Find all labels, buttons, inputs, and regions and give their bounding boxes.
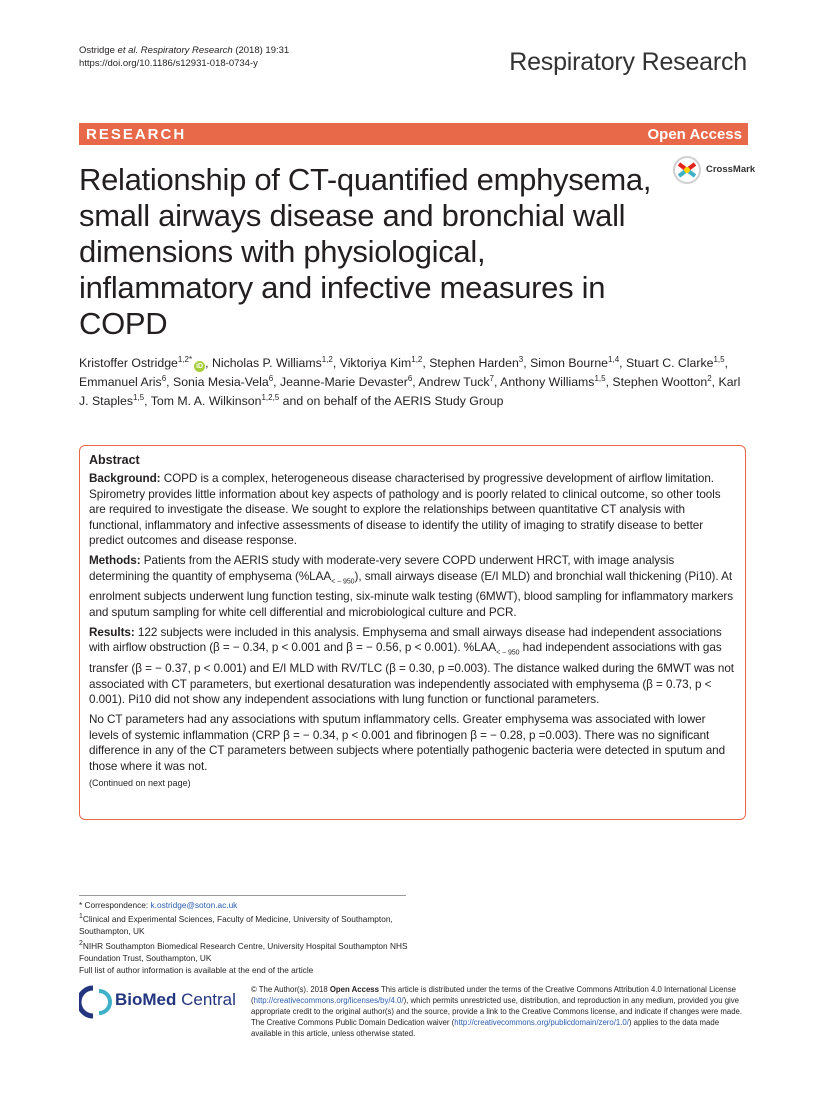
citation-volume: (2018) 19:31 [235, 45, 290, 56]
author-name[interactable]: Stephen Wootton [612, 375, 708, 389]
author-name[interactable]: Nicholas P. Williams [211, 356, 322, 370]
author-affiliation: 1,2* [177, 354, 193, 364]
citation-line [79, 44, 289, 57]
author-affiliation: 1,4 [608, 354, 620, 364]
license-text: ), which permits unrestricted use, distribution, and reproduction in any medium, provided you give appropriate credit to the original author(s) and the source, provide a link to the Creative Commons license, and indicate if changes were made. The Creative Commons Public Domain Dedication waiver ( [251, 996, 743, 1028]
publisher-name [115, 990, 236, 1010]
license-open-access: Open Access [329, 985, 379, 994]
author-name[interactable]: Anthony Williams [500, 375, 595, 389]
background-text: COPD is a complex, heterogeneous disease characterised by progressive development of airflow limitation. Spirometry provides little information about key aspects of pathology and is poorly related to clinical outcome, so other tools are required to investigate the disease. We sought to explore the relationships between quantitative CT analysis with functional, inflammatory and infective assessments of disease to identify the utility of imaging to stratify disease to better predict outcomes and disease response. [89, 472, 721, 548]
article-type-label: RESEARCH [86, 126, 187, 143]
affiliation-number: 2 [79, 939, 83, 947]
public-domain-link[interactable]: http://creativecommons.org/publicdomain/zero/1.0/ [454, 1018, 629, 1028]
abstract-results [89, 625, 736, 708]
abstract-box [79, 445, 746, 820]
open-access-label: Open Access [647, 126, 742, 143]
methods-text: Patients from the AERIS study with moderate-very severe COPD underwent HRCT, with image analysis determining the quantity of emphysema (%LAA [89, 553, 675, 583]
crossmark-icon [672, 155, 704, 185]
continued-note: (Continued on next page) [89, 778, 191, 789]
author-name[interactable]: Emmanuel Aris [79, 375, 162, 389]
affiliation-2 [79, 938, 409, 964]
results-label: Results: [89, 625, 135, 639]
article-title: Relationship of CT-quantified emphysema, small airways disease and bronchial wall dimensions with physiological, inflammatory and infective measures in COPD [79, 162, 652, 341]
license-text: ) applies to the data made available in this article, unless otherwise stated. [251, 1018, 720, 1039]
crossmark-label: CrossMark [706, 164, 756, 175]
correspondence-label: * Correspondence: [79, 900, 149, 910]
author-affiliation: 1,5 [594, 373, 606, 383]
methods-label: Methods: [89, 553, 141, 567]
author-affiliation: 1,2 [321, 354, 333, 364]
abstract-heading: Abstract [89, 453, 140, 467]
article-type-band [79, 123, 748, 145]
biomed-central-icon [79, 985, 113, 1019]
author-name[interactable]: Stephen Harden [429, 356, 519, 370]
methods-subscript: < − 950 [331, 577, 355, 585]
author-name[interactable]: Stuart C. Clarke [625, 356, 714, 370]
background-label: Background: [89, 472, 161, 485]
license-text: This article is distributed under the terms of the Creative Commons Attribution 4.0 International License ( [251, 985, 736, 1006]
journal-name: Respiratory Research [509, 48, 747, 76]
abstract-background [89, 471, 736, 549]
doi-link[interactable]: https://doi.org/10.1186/s12931-018-0734-y [79, 58, 258, 69]
author-name[interactable]: Jeanne-Marie Devaster [280, 375, 408, 389]
authors-suffix: and on behalf of the AERIS Study Group [282, 394, 504, 408]
affiliation-text: Clinical and Experimental Sciences, Faculty of Medicine, University of Southampton, Southampton, UK [79, 914, 393, 937]
citation-journal: Respiratory Research [140, 45, 233, 56]
footnotes [79, 899, 409, 976]
author-affiliation: 1,5 [133, 392, 145, 402]
methods-text-cont: ), small airways disease (E/I MLD) and bronchial wall thickening (Pi10). At enrolment subjects underwent lung function testing, six-minute walk testing (6MWT), blood sampling for inflammatory markers and sputum sampling for white cell differential and microbiological culture and PCR. [89, 569, 734, 620]
abstract-results-cont: No CT parameters had any associations with sputum inflammatory cells. Greater emphysema was associated with lower levels of systemic inflammation (CRP β = − 0.34, p < 0.001 and fibrinogen β = − 0.28, p =0.003). There was no significant difference in any of the CT parameters between subjects where potentially pathogenic bacteria were detected in sputum and those where it was not. [89, 712, 726, 773]
correspondence [79, 899, 409, 911]
author-name[interactable]: Tom M. A. Wilkinson [150, 394, 262, 408]
author-affiliation: 6 [407, 373, 413, 383]
author-affiliation: 1,2,5 [261, 392, 280, 402]
license-statement [251, 984, 751, 1039]
publisher-name-bold: BioMed [115, 990, 177, 1009]
publisher-name-normal: Central [176, 990, 236, 1009]
author-name[interactable]: Simon Bourne [530, 356, 609, 370]
author-name[interactable]: Andrew Tuck [418, 375, 490, 389]
footnote-divider [79, 895, 406, 896]
license-link[interactable]: http://creativecommons.org/licenses/by/4.0/ [253, 996, 404, 1006]
author-affiliation: 1,2 [411, 354, 423, 364]
author-affiliation: 6 [161, 373, 167, 383]
results-text-cont: had independent associations with gas transfer (β = − 0.37, p < 0.001) and E/I MLD with RV/TLC (β = 0.30, p =0.003). The distance walked during the 6MWT was not associated with CT parameters, but exertional desaturation was independently associated with emphysema (β = 0.73, p < 0.001). Pi10 did not show any independent associations with lung function or functional parameters. [89, 641, 734, 707]
citation-etal: et al. [117, 45, 139, 56]
author-name[interactable]: Karl J. Staples [79, 375, 741, 408]
author-affiliation: 6 [268, 373, 274, 383]
crossmark-badge[interactable] [672, 155, 756, 185]
author-affiliation: 2 [707, 373, 712, 383]
results-subscript: < − 950 [496, 649, 520, 657]
orcid-icon[interactable]: iD [196, 363, 204, 370]
affiliation-1 [79, 911, 409, 937]
author-affiliation: 1,5 [713, 354, 725, 364]
author-affiliation: 3 [518, 354, 524, 364]
author-name[interactable]: Viktoriya Kim [339, 356, 412, 370]
correspondence-email[interactable]: k.ostridge@soton.ac.uk [150, 900, 238, 910]
abstract-methods [89, 553, 736, 621]
full-author-info: Full list of author information is available at the end of the article [79, 965, 314, 976]
author-name[interactable]: Sonia Mesia-Vela [173, 375, 269, 389]
license-copyright: © The Author(s). 2018 [251, 985, 328, 994]
affiliation-text: NIHR Southampton Biomedical Research Centre, University Hospital Southampton NHS Foundation Trust, Southampton, UK [79, 940, 408, 963]
author-list: Kristoffer Ostridge$^{1,2*}$iD , Nicholas P. Williams$^{1,2}$, Viktoriya Kim$^{1,2}$, Stephen Harden$^3$, Simon Bourne$^{1,4}$, Stuart C. Clarke$^{1,5}$, Emmanuel Aris$^6$, Sonia Mesia-Vela$^6$, Jeanne-Marie Devaster$^6$, Andrew Tuck$^7$, Anthony Williams$^{1,5}$, Stephen Wootton$^2$, Karl J. Staples$^{1,5}$, Tom M. A. Wilkinson$^{1,2,5}$ and on behalf of the AERIS Study Group [79, 354, 741, 408]
results-text: 122 subjects were included in this analysis. Emphysema and small airways disease had independent associations with airflow obstruction (β = − 0.34, p < 0.001 and β = − 0.56, p < 0.001). %LAA [89, 625, 722, 655]
publisher-logo[interactable] [79, 985, 239, 1019]
citation-author: Ostridge [79, 45, 115, 56]
author-affiliation: 7 [489, 373, 494, 383]
affiliation-number: 1 [79, 913, 83, 921]
author-name[interactable]: Kristoffer Ostridge [79, 356, 178, 370]
citation-block [79, 44, 289, 70]
